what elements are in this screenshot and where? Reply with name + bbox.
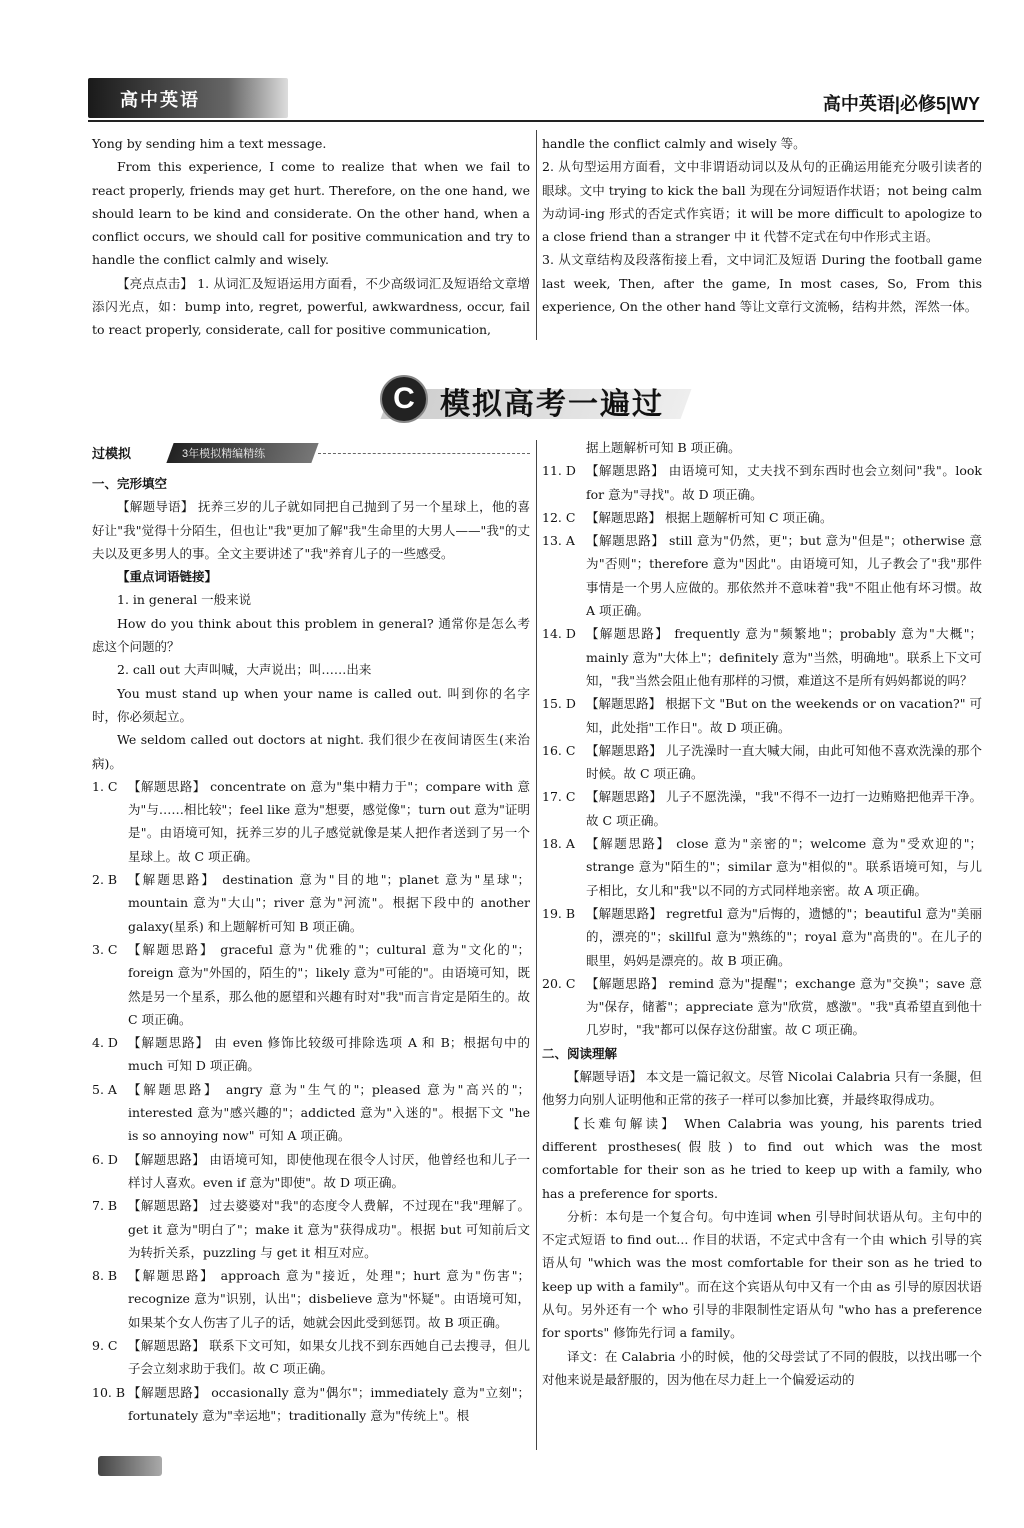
answer-text: 【解题思路】 由语境可知，即使他现在很令人讨厌，他曾经也和儿子一样讨人喜欢。even if 意为"即使"。故 D 项正确。 [128,1151,530,1190]
answer-text: 【解题思路】 由 even 修饰比较级可排除选项 A 和 B；根据句中的 much 可知 D 项正确。 [128,1035,530,1074]
reading-heading: 二、阅读理解 [542,1045,618,1061]
answer-text: 【解题思路】 由语境可知，丈夫找不到东西时也会立刻问"我"。look for 意为"寻找"。故 D 项正确。 [586,463,982,502]
vocab-heading: 【重点词语链接】 [117,569,218,585]
top-left-p2: From this experience, I come to realize that when we fail to react properly, friends may get hurt. Therefore, on the one hand, we should learn to be kind and considerate. On the other hand, when a conflict occurs, we should call for positive communication and try to handle the conflict calmly and wisely. [92,159,530,268]
answer-number: 14. D [542,626,576,642]
header-rule [88,120,984,122]
answer-item [542,785,982,832]
column-divider-main [536,440,537,1450]
section-banner [380,375,690,423]
answer-text: 【解题思路】 联系下文可知，如果女儿找不到东西她自己去搜寻，但儿子会立刻求助于我们。故 C 项正确。 [128,1337,530,1377]
right-column [542,436,982,1391]
sentence-translation: 译文：在 Calabria 小的时候，他的父母尝试了不同的假肢，以找出哪一个对他来说是最舒服的，因为他在尽力赶上一个偏爱运动的 [542,1348,982,1387]
banner-letter-badge: C [380,375,428,423]
vocab-1-example: How do you think about this problem in general? 通常你是怎么考虑这个问题的？ [92,615,530,655]
answer-item [542,506,982,529]
answer-text: 【解题思路】 angry 意为"生气的"；pleased 意为"高兴的"；interested 意为"感兴趣的"；addicted 意为"入迷的"。根据下文 "he is so annoying now" 可知 A 项正确。 [128,1081,530,1144]
answer-item [542,622,982,692]
practice-section-bar [92,442,317,464]
cloze-heading: 一、完形填空 [92,476,168,491]
answer-number: 5. A [92,1081,117,1097]
answer-text: 【解题思路】 regretful 意为"后悔的，遗憾的"；beautiful 意为"美丽的，漂亮的"；skillful 意为"熟练的"；royal 意为"高贵的"。在儿子的眼里，妈妈是漂亮的。故 B 项正确。 [586,905,982,968]
column-divider-top [536,130,537,340]
vocab-1: 1. in general 一般来说 [117,592,252,608]
answer-number: 7. B [92,1198,118,1214]
top-left-p3: 【亮点点击】 1. 从词汇及短语运用方面看，不少高级词汇及短语给文章增添闪光点，如：bump into, regret, powerful, awkwardness, occur, fail to react properly, considerate, call for positive communication, [92,275,530,338]
answer-item [542,739,982,786]
header-logo: 高中英语 [120,90,200,110]
answer-item [92,1381,530,1428]
answer-item [92,1148,530,1195]
header-title: 高中英语|必修5|WY [822,94,980,114]
vocab-2-example-2: We seldom called out doctors at night. 我们很少在夜间请医生(来治病)。 [92,732,530,771]
answer-item [542,692,982,739]
answer-number: 16. C [542,742,576,758]
answer-text: 【解题思路】 根据下文 "But on the weekends or on vacation?" 可知，此处指"工作日"。故 D 项正确。 [586,696,982,735]
answer-item [92,1078,530,1148]
answer-number: 6. D [92,1151,118,1167]
practice-label: 过模拟 [92,446,132,461]
answer-item [542,972,982,1042]
answer-number: 1. C [92,778,118,794]
answer-item [92,1334,530,1381]
page-number-badge [98,1456,162,1476]
answer-text: 【解题思路】 occasionally 意为"偶尔"；immediately 意为"立刻"；fortunately 意为"幸运地"；traditionally 意为"传统上"。根 [128,1384,530,1423]
answer-item [542,902,982,972]
answer-number: 2. B [92,872,118,888]
answer-number: 11. D [542,463,576,479]
answer-number: 19. B [542,905,576,921]
practice-tag: 3年模拟精编精练 [182,448,266,460]
answer-number: 12. C [542,509,576,525]
answer-number: 3. C [92,941,118,957]
answer-text: 【解题思路】 儿子洗澡时一直大喊大闹，由此可知他不喜欢洗澡的那个时候。故 C 项正确。 [586,742,982,782]
sentence-analysis: 分析：本句是一个复合句。句中连词 when 引导时间状语从句。主句中的不定式短语 to find out... 作目的状语，不定式中含有一个由 which 引导的宾语从句 "which was the most comfortable for their son as he tried to keep up with a family"。而在这个宾语从句中又有一个由 as 引导的原因状语从句。另外还有一个 who 引导的非限制性定语从句 "who has a preference for sports" 修饰先行词 a family。 [542,1208,982,1341]
answer-text: 【解题思路】 根据上题解析可知 C 项正确。 [586,509,833,525]
dashed-rule [318,453,530,454]
answer-item [92,1264,530,1334]
answer-item [92,868,530,938]
answer-number: 10. B [92,1384,126,1400]
answer-item [542,832,982,902]
answer-item [92,1194,530,1264]
answer-number: 8. B [92,1268,118,1284]
answer-number: 4. D [92,1035,118,1051]
reading-guide: 【解题导语】 本文是一篇记叙文。尽管 Nicolai Calabria 只有一条腿，但他努力向别人证明他和正常的孩子一样可以参加比赛，并最终取得成功。 [542,1069,982,1108]
answer-text: 【解题思路】 graceful 意为"优雅的"；cultural 意为"文化的"；foreign 意为"外国的，陌生的"；likely 意为"可能的"。由语境可知，既然是另一个星系，那么他的愿望和兴趣有时对"我"而言肯定是陌生的。故 C 项正确。 [128,941,530,1027]
answer-item [92,938,530,1031]
answer-item [92,1031,530,1078]
answer-text: 【解题思路】 approach 意为"接近，处理"；hurt 意为"伤害"；recognize 意为"识别，认出"；disbelieve 意为"怀疑"。由语境可知，如果某个女人伤害了儿子的话，她就会因此受到惩罚。故 B 项正确。 [128,1268,530,1330]
right-continuation: 据上题解析可知 B 项正确。 [586,440,741,455]
long-sentence: 【长难句解读】 When Calabria was young, his parents tried different prostheses(假肢) to find out which was the most comfortable for their son as he tried to keep up with a family, who has a preference for sports. [542,1115,982,1201]
top-right-p1: handle the conflict calmly and wisely 等。 [542,136,806,151]
answer-number: 13. A [542,533,575,549]
vocab-2: 2. call out 大声叫喊，大声说出；叫……出来 [117,662,372,678]
banner-title: 模拟高考一遍过 [440,387,664,422]
answer-number: 9. C [92,1337,118,1353]
answer-text: 【解题思路】 destination 意为"目的地"；planet 意为"星球"；mountain 意为"大山"；river 意为"河流"。根据下段中的 another galaxy(星系) 和上题解析可知 B 项正确。 [128,872,530,934]
answer-number: 20. C [542,975,576,991]
answer-text: 【解题思路】 close 意为"亲密的"；welcome 意为"受欢迎的"；strange 意为"陌生的"；similar 意为"相似的"。联系语境可知，与儿子相比，女儿和"我"以不同的方式同样地亲密。故 A 项正确。 [586,836,982,898]
top-left-column [92,132,530,342]
answer-text: 【解题思路】 过去婆婆对"我"的态度令人费解，不过现在"我"理解了。get it 意为"明白了"；make it 意为"获得成功"。根据 but 可知前后文为转折关系，puzzling 与 get it 相互对应。 [128,1198,530,1260]
answer-text: 【解题思路】 still 意为"仍然，更"；but 意为"但是"；otherwise 意为"否则"；therefore 意为"因此"。由语境可知，儿子教会了"我"那件事情是一个男人应做的。那依然并不意味着"我"不阻止他有坏习惯。故 A 项正确。 [586,533,982,619]
answer-text: 【解题思路】 concentrate on 意为"集中精力于"；compare with 意为"与……相比较"；feel like 意为"想要，感觉像"；turn out 意为"证明是"。由语境可知，抚养三岁的儿子感觉就像是某人把作者送到了另一个星球上。故 C 项正确。 [128,778,530,864]
cloze-guide: 【解题导语】 抚养三岁的儿子就如同把自己抛到了另一个星球上，他的喜好让"我"觉得十分陌生，但也让"我"更加了解"我"生命里的大男人——"我"的丈夫以及更多男人的事。全文主要讲述了"我"养育儿子的一些感受。 [92,499,530,561]
answer-item [542,529,982,622]
answer-item [92,775,530,868]
left-column [92,472,530,1427]
top-right-column [542,132,982,318]
answer-text: 【解题思路】 frequently 意为"频繁地"；probably 意为"大概"；mainly 意为"大体上"；definitely 意为"当然，明确地"。联系上下文可知，"我"当然会阻止他有那样的习惯，难道这不是所有妈妈都说的吗？ [586,626,982,688]
top-right-p2: 2. 从句型运用方面看，文中非谓语动词以及从句的正确运用能充分吸引读者的眼球。文中 trying to kick the ball 为现在分词短语作状语；not being calm 为动词-ing 形式的否定式作宾语；it will be more difficult to apologize to a close friend than a stranger 中 it 代替不定式在句中作形式主语。 [542,159,982,245]
answer-text: 【解题思路】 remind 意为"提醒"；exchange 意为"交换"；save 意为"保存，储蓄"；appreciate 意为"欣赏，感激"。"我"真希望直到他十几岁时，"我"都可以保存这份甜蜜。故 C 项正确。 [586,975,982,1038]
top-left-p1: Yong by sending him a text message. [92,136,327,151]
answer-text: 【解题思路】 儿子不愿洗澡，"我"不得不一边打一边贿赂把他弄干净。故 C 项正确。 [586,789,982,828]
answer-number: 15. D [542,696,576,712]
answer-number: 18. A [542,836,575,852]
answer-number: 17. C [542,789,576,805]
answer-item [542,459,982,506]
vocab-2-example-1: You must stand up when your name is called out. 叫到你的名字时，你必须起立。 [92,685,530,724]
top-right-p3: 3. 从文章结构及段落衔接上看，文中词汇及短语 During the football game last week, Then, after the game, In most cases, So, From this experience, On the other hand 等让文章行文流畅，结构井然，浑然一体。 [542,252,982,315]
